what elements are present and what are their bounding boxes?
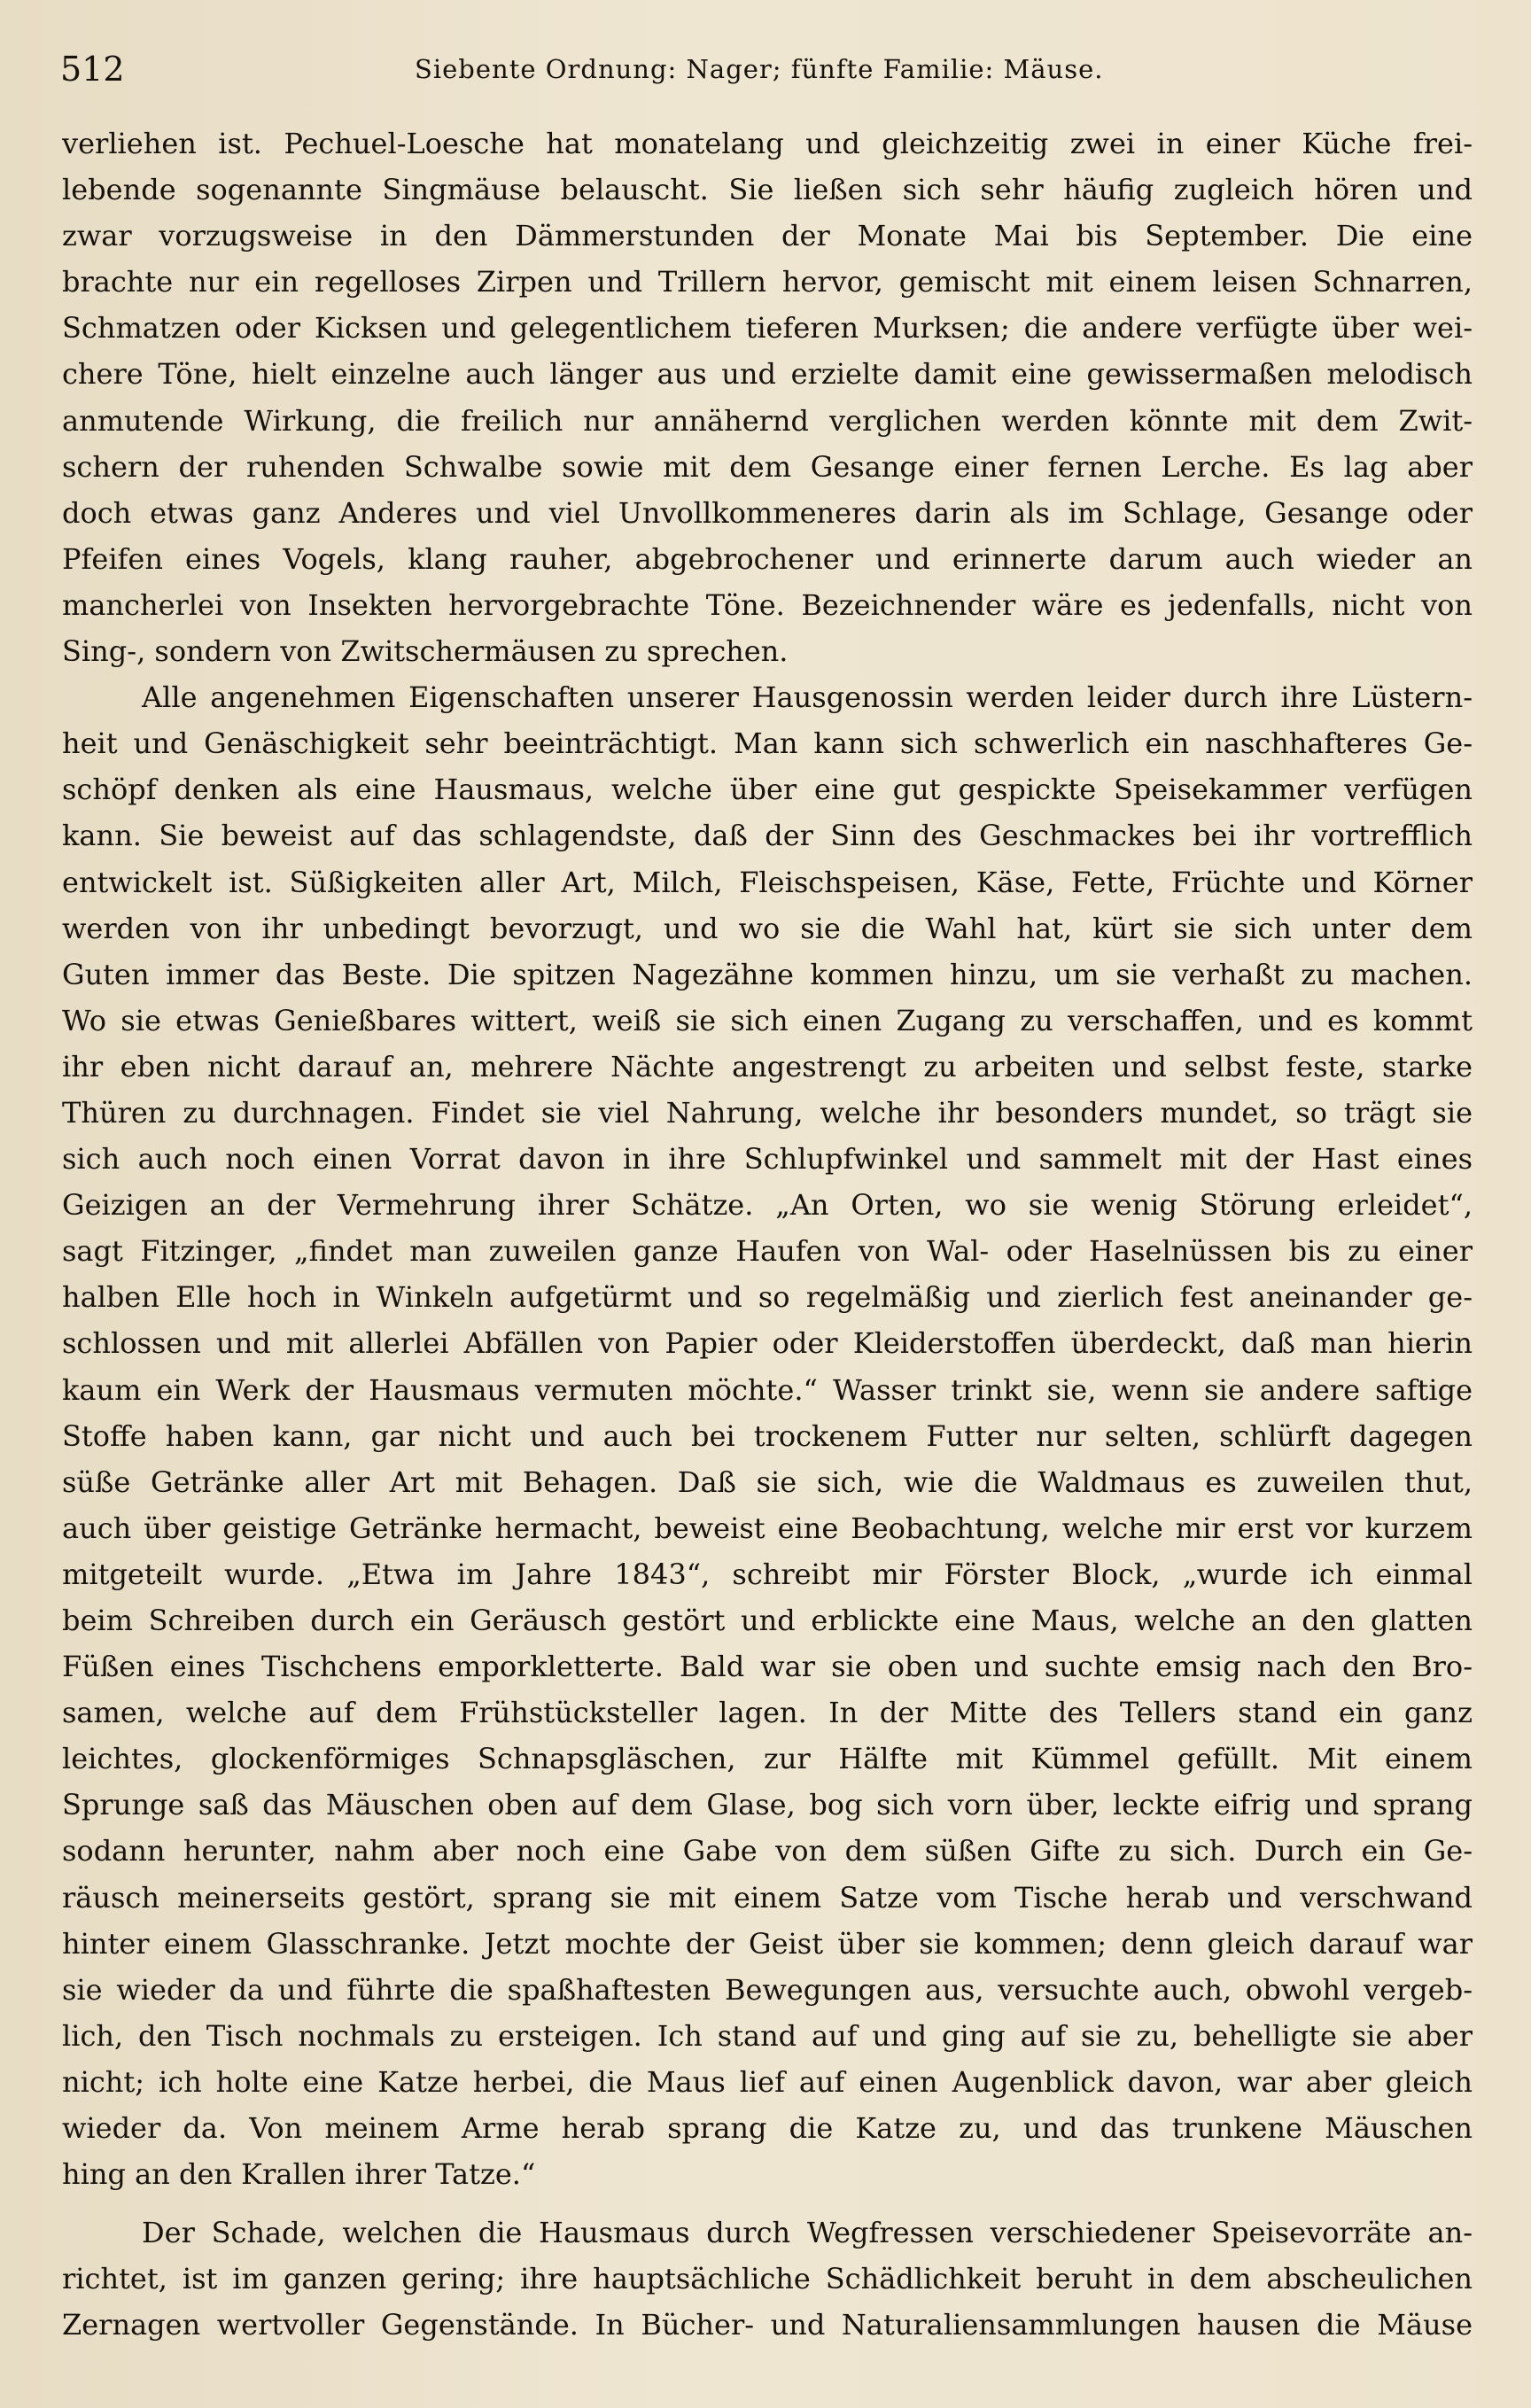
- text-line: hinter einem Glasschranke. Jetzt mochte der Geist über sie kommen; denn gleich darauf war: [62, 1926, 1473, 1961]
- text-line: hing an den Krallen ihrer Tatze.“: [62, 2157, 536, 2192]
- text-line: anmutende Wirkung, die freilich nur annähernd verglichen werden könnte mit dem Zwit-: [62, 403, 1473, 438]
- text-line: ihr eben nicht darauf an, mehrere Nächte angestrengt zu arbeiten und selbst feste, starke: [62, 1049, 1473, 1084]
- text-line: sodann herunter, nahm aber noch eine Gabe von dem süßen Gifte zu sich. Durch ein Ge-: [62, 1834, 1473, 1868]
- text-line: süße Getränke aller Art mit Behagen. Daß sie sich, wie die Waldmaus es zuweilen thut,: [62, 1464, 1473, 1499]
- text-line: brachte nur ein regelloses Zirpen und Trillern hervor, gemischt mit einem leisen Schnarren,: [62, 265, 1473, 299]
- text-line: Wo sie etwas Genießbares wittert, weiß sie sich einen Zugang zu verschaffen, und es kommt: [62, 1003, 1473, 1037]
- text-line: chere Töne, hielt einzelne auch länger aus und erzielte damit eine gewissermaßen melodisch: [62, 357, 1473, 392]
- text-line: Zernagen wertvoller Gegenstände. In Bücher- und Naturaliensammlungen hausen die Mäuse: [62, 2308, 1473, 2342]
- text-line: schöpf denken als eine Hausmaus, welche über eine gut gespickte Speisekammer verfügen: [62, 773, 1473, 807]
- text-line: Thüren zu durchnagen. Findet sie viel Nahrung, welche ihr besonders mundet, so trägt sie: [62, 1095, 1473, 1130]
- text-line: schern der ruhenden Schwalbe sowie mit dem Gesange einer fernen Lerche. Es lag aber: [62, 449, 1473, 484]
- text-line: werden von ihr unbedingt bevorzugt, und wo sie die Wahl hat, kürt sie sich unter dem: [62, 911, 1473, 945]
- text-line: Der Schade, welchen die Hausmaus durch Wegfressen verschiedener Speisevorräte an-: [142, 2216, 1473, 2250]
- text-line: sie wieder da und führte die spaßhaftesten Bewegungen aus, versuchte auch, obwohl vergeb-: [62, 1972, 1473, 2007]
- text-line: nicht; ich holte eine Katze herbei, die Maus lief auf einen Augenblick davon, war aber gleich: [62, 2064, 1473, 2099]
- text-line: Sing-, sondern von Zwitschermäusen zu sprechen.: [62, 634, 789, 669]
- text-line: kaum ein Werk der Hausmaus vermuten möchte.“ Wasser trinkt sie, wenn sie andere saftige: [62, 1372, 1473, 1407]
- text-line: halben Elle hoch in Winkeln aufgetürmt und so regelmäßig und zierlich fest aneinander ge-: [62, 1280, 1473, 1315]
- text-line: mancherlei von Insekten hervorgebrachte Töne. Bezeichnender wäre es jedenfalls, nicht von: [62, 587, 1473, 622]
- text-line: Füßen eines Tischchens emporkletterte. Bald war sie oben und suchte emsig nach den Bro-: [62, 1650, 1473, 1684]
- text-line: samen, welche auf dem Frühstücksteller lagen. In der Mitte des Tellers stand ein ganz: [62, 1696, 1473, 1730]
- text-line: mitgeteilt wurde. „Etwa im Jahre 1843“, schreibt mir Förster Block, „wurde ich einmal: [62, 1557, 1473, 1591]
- text-line: doch etwas ganz Anderes und viel Unvollkommeneres darin als im Schlage, Gesange oder: [62, 495, 1473, 530]
- text-line: Sprunge saß das Mäuschen oben auf dem Glase, bog sich vorn über, leckte eifrig und sprang: [62, 1788, 1473, 1822]
- text-line: Pfeifen eines Vogels, klang rauher, abgebrochener und erinnerte darum auch wieder an: [62, 541, 1473, 576]
- text-line: richtet, ist im ganzen gering; ihre hauptsächliche Schädlichkeit beruht in dem abscheulichen: [62, 2262, 1473, 2296]
- page-number: 512: [60, 50, 125, 89]
- text-line: lich, den Tisch nochmals zu ersteigen. Ich stand auf und ging auf sie zu, behelligte sie aber: [62, 2018, 1473, 2053]
- text-line: beim Schreiben durch ein Geräusch gestört und erblickte eine Maus, welche an den glatten: [62, 1604, 1473, 1637]
- text-line: Stoffe haben kann, gar nicht und auch bei trockenem Futter nur selten, schlürft dagegen: [62, 1418, 1473, 1453]
- text-line: Schmatzen oder Kicksen und gelegentlichem tieferen Murksen; die andere verfügte über wei-: [62, 311, 1473, 346]
- paragraph-gap: [62, 2197, 1473, 2210]
- text-line: räusch meinerseits gestört, sprang sie mit einem Satze vom Tische herab und verschwand: [62, 1880, 1473, 1915]
- text-line: leichtes, glockenförmiges Schnapsgläschen, zur Hälfte mit Kümmel gefüllt. Mit einem: [62, 1742, 1473, 1776]
- paragraph-naschhaftigkeit: [62, 674, 1473, 2197]
- paragraph-schaden: [62, 2210, 1473, 2348]
- text-line: kann. Sie beweist auf das schlagendste, daß der Sinn des Geschmackes bei ihr vortrefflich: [62, 819, 1473, 853]
- text-line: Geizigen an der Vermehrung ihrer Schätze. „An Orten, wo sie wenig Störung erleidet“,: [62, 1188, 1473, 1223]
- text-line: Alle angenehmen Eigenschaften unserer Hausgenossin werden leider durch ihre Lüstern-: [142, 680, 1473, 715]
- text-line: schlossen und mit allerlei Abfällen von Papier oder Kleiderstoffen überdeckt, daß man hierin: [62, 1326, 1473, 1361]
- running-title: Siebente Ordnung: Nager; fünfte Familie: Mäuse.: [415, 54, 1104, 84]
- text-line: sagt Fitzinger, „findet man zuweilen ganze Haufen von Wal- oder Haselnüssen bis zu einer: [62, 1234, 1473, 1269]
- text-line: zwar vorzugsweise in den Dämmerstunden der Monate Mai bis September. Die eine: [62, 219, 1473, 253]
- text-line: verliehen ist. Pechuel-Loesche hat monatelang und gleichzeitig zwei in einer Küche frei-: [62, 127, 1473, 160]
- text-line: entwickelt ist. Süßigkeiten aller Art, Milch, Fleischspeisen, Käse, Fette, Früchte und Körner: [62, 865, 1473, 899]
- body-text: [62, 120, 1473, 2349]
- text-line: Guten immer das Beste. Die spitzen Nagezähne kommen hinzu, um sie verhaßt zu machen.: [62, 957, 1473, 991]
- text-line: lebende sogenannte Singmäuse belauscht. Sie ließen sich sehr häufig zugleich hören und: [62, 173, 1473, 207]
- text-line: sich auch noch einen Vorrat davon in ihre Schlupfwinkel und sammelt mit der Hast eines: [62, 1142, 1473, 1177]
- text-line: wieder da. Von meinem Arme herab sprang die Katze zu, und das trunkene Mäuschen: [62, 2111, 1473, 2146]
- text-line: heit und Genäschigkeit sehr beeinträchtigt. Man kann sich schwerlich ein naschhafteres Ge-: [62, 726, 1473, 761]
- text-line: auch über geistige Getränke hermacht, beweist eine Beobachtung, welche mir erst vor kurzem: [62, 1511, 1473, 1545]
- running-head: [60, 46, 1471, 92]
- paragraph-singmaeuse: [62, 120, 1473, 674]
